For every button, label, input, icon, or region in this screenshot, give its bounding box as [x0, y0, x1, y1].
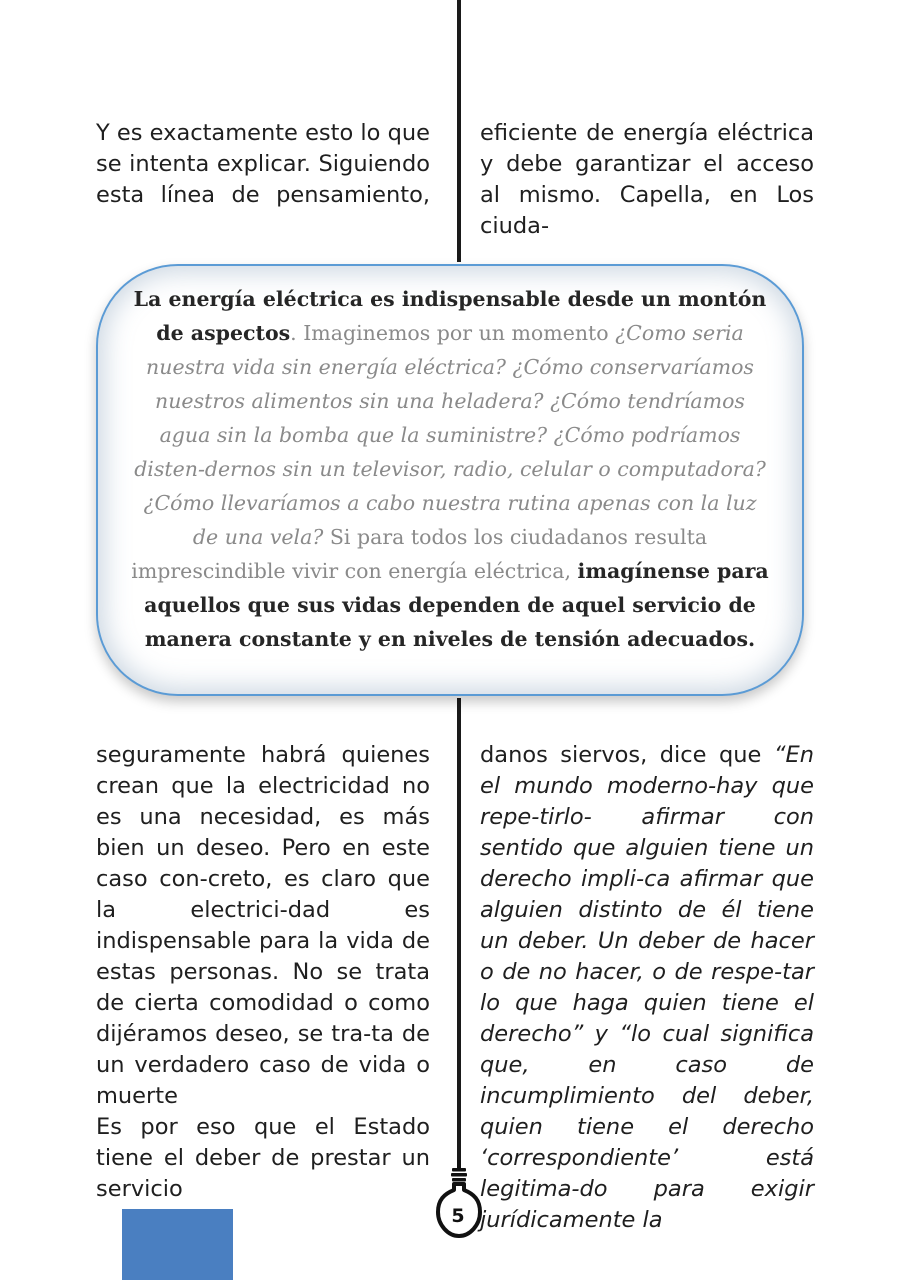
body-text-lead: danos siervos, dice que: [480, 742, 774, 768]
body-paragraph: [480, 740, 814, 1236]
top-left-column: [96, 118, 430, 211]
column-divider-top: [457, 0, 461, 262]
page-number: 5: [451, 1205, 465, 1227]
callout-regular-2: Si para todos los ciudadanos resulta imprescindible vivir con energía eléctrica,: [131, 525, 708, 583]
body-paragraph: Es por eso que el Estado tiene el deber de prestar un servicio: [96, 1114, 430, 1202]
callout-bold-outro: imagínense para aquellos que sus vidas dependen de aquel servicio de manera constante y en niveles de tensión adecuados.: [144, 559, 769, 651]
callout-italic-questions: ¿Como seria nuestra vida sin energía eléctrica? ¿Cómo conservaríamos nuestros alimentos sin una heladera? ¿Cómo tendríamos agua sin la bomba que la suministre? ¿Cómo podríamos disten-dernos sin un televisor, radio, celular o computadora? ¿Cómo llevaríamos a cabo nuestra rutina apenas con la luz de una vela?: [134, 321, 766, 549]
body-paragraph: seguramente habrá quienes crean que la electricidad no es una necesidad, es más bien un deseo. Pero en este caso con-creto, es claro que la electrici-dad es indispensable para la vida de estas personas. No se trata de cierta comodidad o como dijéramos deseo, se tra-ta de un verdadero caso de vida o muerte: [96, 742, 430, 1109]
callout-box: [96, 264, 804, 696]
body-paragraph: eficiente de energía eléctrica y debe garantizar el acceso al mismo. Capella, en Los ciuda-: [480, 120, 814, 239]
callout-bold-intro: La energía eléctrica es indispensable desde un montón de aspectos: [133, 287, 767, 345]
column-divider-bottom: [457, 698, 461, 1162]
body-paragraph: Y es exactamente esto lo que se intenta explicar. Siguiendo esta línea de pensamiento,: [96, 120, 430, 208]
lightbulb-icon: [430, 1160, 488, 1244]
bottom-left-column: [96, 740, 430, 1205]
bottom-right-column: [480, 740, 814, 1236]
top-right-column: [480, 118, 814, 242]
accent-box: [122, 1209, 233, 1280]
quote-text: “En el mundo moderno-hay que repe-tirlo- afirmar con sentido que alguien tiene un derecho impli-ca afirmar que alguien distinto de él tiene un deber. Un deber de hacer o de no hacer, o de respe-tar lo que haga quien tiene el derecho” y “lo cual significa que, en caso de incumplimiento del deber, quien tiene el derecho ‘correspondiente’ está legitima-do para exigir jurídicamente la: [480, 742, 814, 1233]
callout-regular-1: . Imaginemos por un momento: [290, 321, 609, 345]
